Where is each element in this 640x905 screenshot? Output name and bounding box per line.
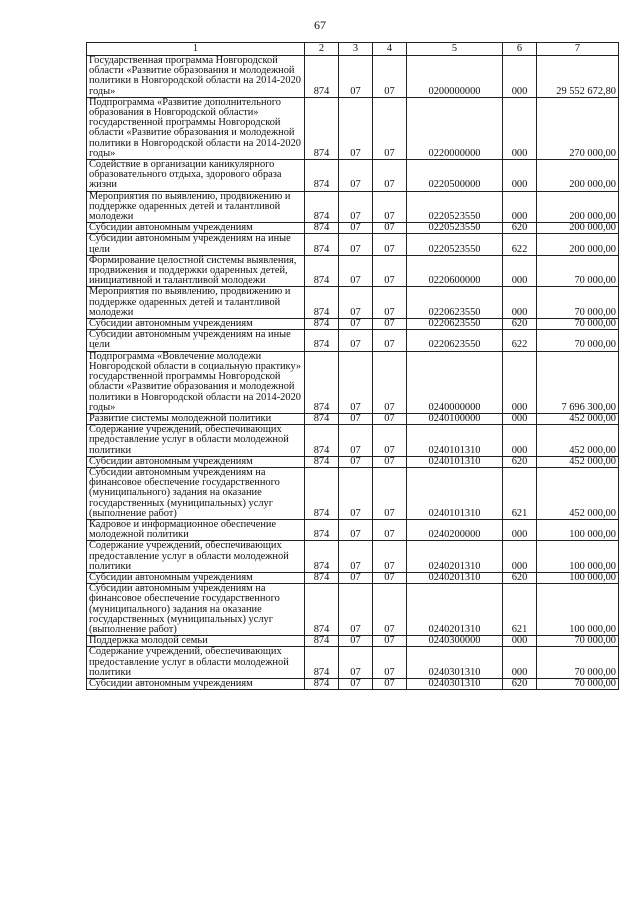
row-name-cell: Субсидии автономным учреждениям bbox=[87, 678, 305, 689]
row-amount-cell: 70 000,00 bbox=[537, 678, 619, 689]
table-row bbox=[87, 541, 619, 573]
table-row bbox=[87, 191, 619, 223]
row-amount-cell: 452 000,00 bbox=[537, 467, 619, 519]
table-row bbox=[87, 519, 619, 540]
row-subsection-cell: 07 bbox=[373, 572, 407, 583]
row-name-cell: Субсидии автономным учреждениям на финансовое обеспечение государственного (муниципального) задания на оказание государственных (муниципальных) услуг (выполнение работ) bbox=[87, 584, 305, 636]
row-amount-cell: 70 000,00 bbox=[537, 636, 619, 647]
row-target-cell: 0220523550 bbox=[407, 234, 503, 255]
row-code-cell: 874 bbox=[305, 191, 339, 223]
row-subsection-cell: 07 bbox=[373, 678, 407, 689]
row-name-cell: Подпрограмма «Развитие дополнительного образования в Новгородской области» государственной программы Новгородской области «Развитие образования и молодежной политики в Новгородской области на 2014-2020 годы» bbox=[87, 97, 305, 159]
row-type-cell: 621 bbox=[503, 584, 537, 636]
table-row bbox=[87, 636, 619, 647]
row-type-cell: 000 bbox=[503, 160, 537, 192]
row-section-cell: 07 bbox=[339, 330, 373, 351]
table-row bbox=[87, 97, 619, 159]
header-cell: 1 bbox=[87, 43, 305, 56]
row-code-cell: 874 bbox=[305, 456, 339, 467]
row-section-cell: 07 bbox=[339, 56, 373, 98]
row-subsection-cell: 07 bbox=[373, 456, 407, 467]
row-section-cell: 07 bbox=[339, 234, 373, 255]
row-name-cell: Содержание учреждений, обеспечивающих предоставление услуг в области молодежной политики bbox=[87, 541, 305, 573]
row-subsection-cell: 07 bbox=[373, 425, 407, 457]
row-amount-cell: 200 000,00 bbox=[537, 223, 619, 234]
row-amount-cell: 70 000,00 bbox=[537, 255, 619, 287]
row-amount-cell: 200 000,00 bbox=[537, 191, 619, 223]
row-section-cell: 07 bbox=[339, 223, 373, 234]
row-name-cell: Кадровое и информационное обеспечение молодежной политики bbox=[87, 519, 305, 540]
row-target-cell: 0200000000 bbox=[407, 56, 503, 98]
row-amount-cell: 100 000,00 bbox=[537, 541, 619, 573]
row-type-cell: 000 bbox=[503, 191, 537, 223]
row-subsection-cell: 07 bbox=[373, 160, 407, 192]
row-subsection-cell: 07 bbox=[373, 191, 407, 223]
row-name-cell: Мероприятия по выявлению, продвижению и поддержке одаренных детей и талантливой молодежи bbox=[87, 191, 305, 223]
row-amount-cell: 29 552 672,80 bbox=[537, 56, 619, 98]
row-section-cell: 07 bbox=[339, 572, 373, 583]
row-name-cell: Поддержка молодой семьи bbox=[87, 636, 305, 647]
row-type-cell: 621 bbox=[503, 467, 537, 519]
row-code-cell: 874 bbox=[305, 636, 339, 647]
row-code-cell: 874 bbox=[305, 572, 339, 583]
row-subsection-cell: 07 bbox=[373, 56, 407, 98]
row-amount-cell: 452 000,00 bbox=[537, 456, 619, 467]
row-target-cell: 0220000000 bbox=[407, 97, 503, 159]
row-subsection-cell: 07 bbox=[373, 287, 407, 319]
row-target-cell: 0240300000 bbox=[407, 636, 503, 647]
row-amount-cell: 452 000,00 bbox=[537, 413, 619, 424]
row-subsection-cell: 07 bbox=[373, 636, 407, 647]
row-name-cell: Государственная программа Новгородской области «Развитие образования и молодежной политики в Новгородской области на 2014-2020 годы» bbox=[87, 56, 305, 98]
row-name-cell: Субсидии автономным учреждениям bbox=[87, 572, 305, 583]
row-target-cell: 0220523550 bbox=[407, 191, 503, 223]
budget-table bbox=[86, 42, 619, 690]
table-row bbox=[87, 425, 619, 457]
row-section-cell: 07 bbox=[339, 351, 373, 413]
row-subsection-cell: 07 bbox=[373, 223, 407, 234]
row-target-cell: 0240101310 bbox=[407, 456, 503, 467]
header-cell: 3 bbox=[339, 43, 373, 56]
row-target-cell: 0240301310 bbox=[407, 647, 503, 679]
row-section-cell: 07 bbox=[339, 636, 373, 647]
row-code-cell: 874 bbox=[305, 541, 339, 573]
header-cell: 2 bbox=[305, 43, 339, 56]
row-type-cell: 620 bbox=[503, 572, 537, 583]
row-name-cell: Содержание учреждений, обеспечивающих предоставление услуг в области молодежной политики bbox=[87, 425, 305, 457]
row-target-cell: 0240101310 bbox=[407, 425, 503, 457]
row-subsection-cell: 07 bbox=[373, 97, 407, 159]
row-target-cell: 0240101310 bbox=[407, 467, 503, 519]
row-target-cell: 0240100000 bbox=[407, 413, 503, 424]
header-cell: 4 bbox=[373, 43, 407, 56]
row-subsection-cell: 07 bbox=[373, 351, 407, 413]
row-section-cell: 07 bbox=[339, 287, 373, 319]
row-section-cell: 07 bbox=[339, 160, 373, 192]
row-amount-cell: 70 000,00 bbox=[537, 319, 619, 330]
row-code-cell: 874 bbox=[305, 160, 339, 192]
row-subsection-cell: 07 bbox=[373, 467, 407, 519]
row-code-cell: 874 bbox=[305, 519, 339, 540]
row-code-cell: 874 bbox=[305, 425, 339, 457]
row-section-cell: 07 bbox=[339, 456, 373, 467]
row-section-cell: 07 bbox=[339, 584, 373, 636]
table-row bbox=[87, 647, 619, 679]
row-type-cell: 000 bbox=[503, 97, 537, 159]
row-amount-cell: 200 000,00 bbox=[537, 234, 619, 255]
header-cell: 5 bbox=[407, 43, 503, 56]
row-code-cell: 874 bbox=[305, 467, 339, 519]
row-amount-cell: 100 000,00 bbox=[537, 519, 619, 540]
row-type-cell: 000 bbox=[503, 255, 537, 287]
row-target-cell: 0240201310 bbox=[407, 541, 503, 573]
table-row bbox=[87, 584, 619, 636]
table-row bbox=[87, 456, 619, 467]
row-amount-cell: 70 000,00 bbox=[537, 287, 619, 319]
row-section-cell: 07 bbox=[339, 319, 373, 330]
row-name-cell: Субсидии автономным учреждениям bbox=[87, 223, 305, 234]
row-type-cell: 000 bbox=[503, 425, 537, 457]
row-code-cell: 874 bbox=[305, 351, 339, 413]
row-amount-cell: 70 000,00 bbox=[537, 647, 619, 679]
row-target-cell: 0220623550 bbox=[407, 330, 503, 351]
row-type-cell: 000 bbox=[503, 413, 537, 424]
row-name-cell: Содержание учреждений, обеспечивающих предоставление услуг в области молодежной политики bbox=[87, 647, 305, 679]
row-target-cell: 0240200000 bbox=[407, 519, 503, 540]
row-amount-cell: 100 000,00 bbox=[537, 572, 619, 583]
row-code-cell: 874 bbox=[305, 647, 339, 679]
row-name-cell: Субсидии автономным учреждениям на иные цели bbox=[87, 330, 305, 351]
row-amount-cell: 270 000,00 bbox=[537, 97, 619, 159]
row-target-cell: 0240301310 bbox=[407, 678, 503, 689]
row-target-cell: 0220623550 bbox=[407, 319, 503, 330]
row-type-cell: 620 bbox=[503, 456, 537, 467]
row-type-cell: 620 bbox=[503, 319, 537, 330]
table-row bbox=[87, 255, 619, 287]
row-section-cell: 07 bbox=[339, 541, 373, 573]
row-type-cell: 000 bbox=[503, 56, 537, 98]
row-section-cell: 07 bbox=[339, 647, 373, 679]
table-row bbox=[87, 287, 619, 319]
row-type-cell: 620 bbox=[503, 223, 537, 234]
table-body bbox=[87, 56, 619, 690]
table-row bbox=[87, 319, 619, 330]
row-code-cell: 874 bbox=[305, 319, 339, 330]
row-target-cell: 0220523550 bbox=[407, 223, 503, 234]
page-number: 67 bbox=[314, 18, 326, 32]
row-type-cell: 000 bbox=[503, 636, 537, 647]
table-row bbox=[87, 572, 619, 583]
table-row bbox=[87, 678, 619, 689]
row-amount-cell: 100 000,00 bbox=[537, 584, 619, 636]
row-code-cell: 874 bbox=[305, 287, 339, 319]
row-type-cell: 000 bbox=[503, 287, 537, 319]
row-subsection-cell: 07 bbox=[373, 541, 407, 573]
row-name-cell: Развитие системы молодежной политики bbox=[87, 413, 305, 424]
row-type-cell: 000 bbox=[503, 647, 537, 679]
row-code-cell: 874 bbox=[305, 584, 339, 636]
row-subsection-cell: 07 bbox=[373, 234, 407, 255]
row-amount-cell: 200 000,00 bbox=[537, 160, 619, 192]
row-code-cell: 874 bbox=[305, 97, 339, 159]
table-row bbox=[87, 351, 619, 413]
row-code-cell: 874 bbox=[305, 413, 339, 424]
row-name-cell: Субсидии автономным учреждениям на иные цели bbox=[87, 234, 305, 255]
table-row bbox=[87, 467, 619, 519]
row-code-cell: 874 bbox=[305, 330, 339, 351]
row-name-cell: Формирование целостной системы выявления, продвижения и поддержки одаренных детей, инициативной и талантливой молодежи bbox=[87, 255, 305, 287]
row-section-cell: 07 bbox=[339, 467, 373, 519]
row-subsection-cell: 07 bbox=[373, 330, 407, 351]
row-amount-cell: 7 696 300,00 bbox=[537, 351, 619, 413]
header-row bbox=[87, 43, 619, 56]
row-subsection-cell: 07 bbox=[373, 255, 407, 287]
table-row bbox=[87, 330, 619, 351]
row-section-cell: 07 bbox=[339, 413, 373, 424]
row-target-cell: 0240201310 bbox=[407, 584, 503, 636]
table-row bbox=[87, 234, 619, 255]
row-subsection-cell: 07 bbox=[373, 519, 407, 540]
row-target-cell: 0220600000 bbox=[407, 255, 503, 287]
row-type-cell: 000 bbox=[503, 351, 537, 413]
row-name-cell: Субсидии автономным учреждениям bbox=[87, 456, 305, 467]
row-name-cell: Субсидии автономным учреждениям на финансовое обеспечение государственного (муниципального) задания на оказание государственных (муниципальных) услуг (выполнение работ) bbox=[87, 467, 305, 519]
row-code-cell: 874 bbox=[305, 56, 339, 98]
row-section-cell: 07 bbox=[339, 97, 373, 159]
row-name-cell: Подпрограмма «Вовлечение молодежи Новгородской области в социальную практику» государственной программы Новгородской области «Развитие образования и молодежной политики в Новгородской области на 2014-2020 годы» bbox=[87, 351, 305, 413]
row-code-cell: 874 bbox=[305, 223, 339, 234]
table-row bbox=[87, 223, 619, 234]
row-type-cell: 000 bbox=[503, 541, 537, 573]
row-subsection-cell: 07 bbox=[373, 319, 407, 330]
row-section-cell: 07 bbox=[339, 191, 373, 223]
table-row bbox=[87, 56, 619, 98]
row-target-cell: 0240000000 bbox=[407, 351, 503, 413]
row-code-cell: 874 bbox=[305, 234, 339, 255]
row-type-cell: 000 bbox=[503, 519, 537, 540]
row-subsection-cell: 07 bbox=[373, 584, 407, 636]
row-amount-cell: 452 000,00 bbox=[537, 425, 619, 457]
row-type-cell: 620 bbox=[503, 678, 537, 689]
row-section-cell: 07 bbox=[339, 678, 373, 689]
row-subsection-cell: 07 bbox=[373, 647, 407, 679]
table-row bbox=[87, 160, 619, 192]
row-type-cell: 622 bbox=[503, 330, 537, 351]
row-section-cell: 07 bbox=[339, 425, 373, 457]
row-code-cell: 874 bbox=[305, 678, 339, 689]
row-type-cell: 622 bbox=[503, 234, 537, 255]
row-name-cell: Субсидии автономным учреждениям bbox=[87, 319, 305, 330]
row-amount-cell: 70 000,00 bbox=[537, 330, 619, 351]
row-subsection-cell: 07 bbox=[373, 413, 407, 424]
row-section-cell: 07 bbox=[339, 255, 373, 287]
table-row bbox=[87, 413, 619, 424]
row-section-cell: 07 bbox=[339, 519, 373, 540]
row-name-cell: Мероприятия по выявлению, продвижению и поддержке одаренных детей и талантливой молодежи bbox=[87, 287, 305, 319]
header-cell: 6 bbox=[503, 43, 537, 56]
row-target-cell: 0240201310 bbox=[407, 572, 503, 583]
row-name-cell: Содействие в организации каникулярного образовательного отдыха, здорового образа жизни bbox=[87, 160, 305, 192]
row-target-cell: 0220623550 bbox=[407, 287, 503, 319]
row-target-cell: 0220500000 bbox=[407, 160, 503, 192]
header-cell: 7 bbox=[537, 43, 619, 56]
row-code-cell: 874 bbox=[305, 255, 339, 287]
